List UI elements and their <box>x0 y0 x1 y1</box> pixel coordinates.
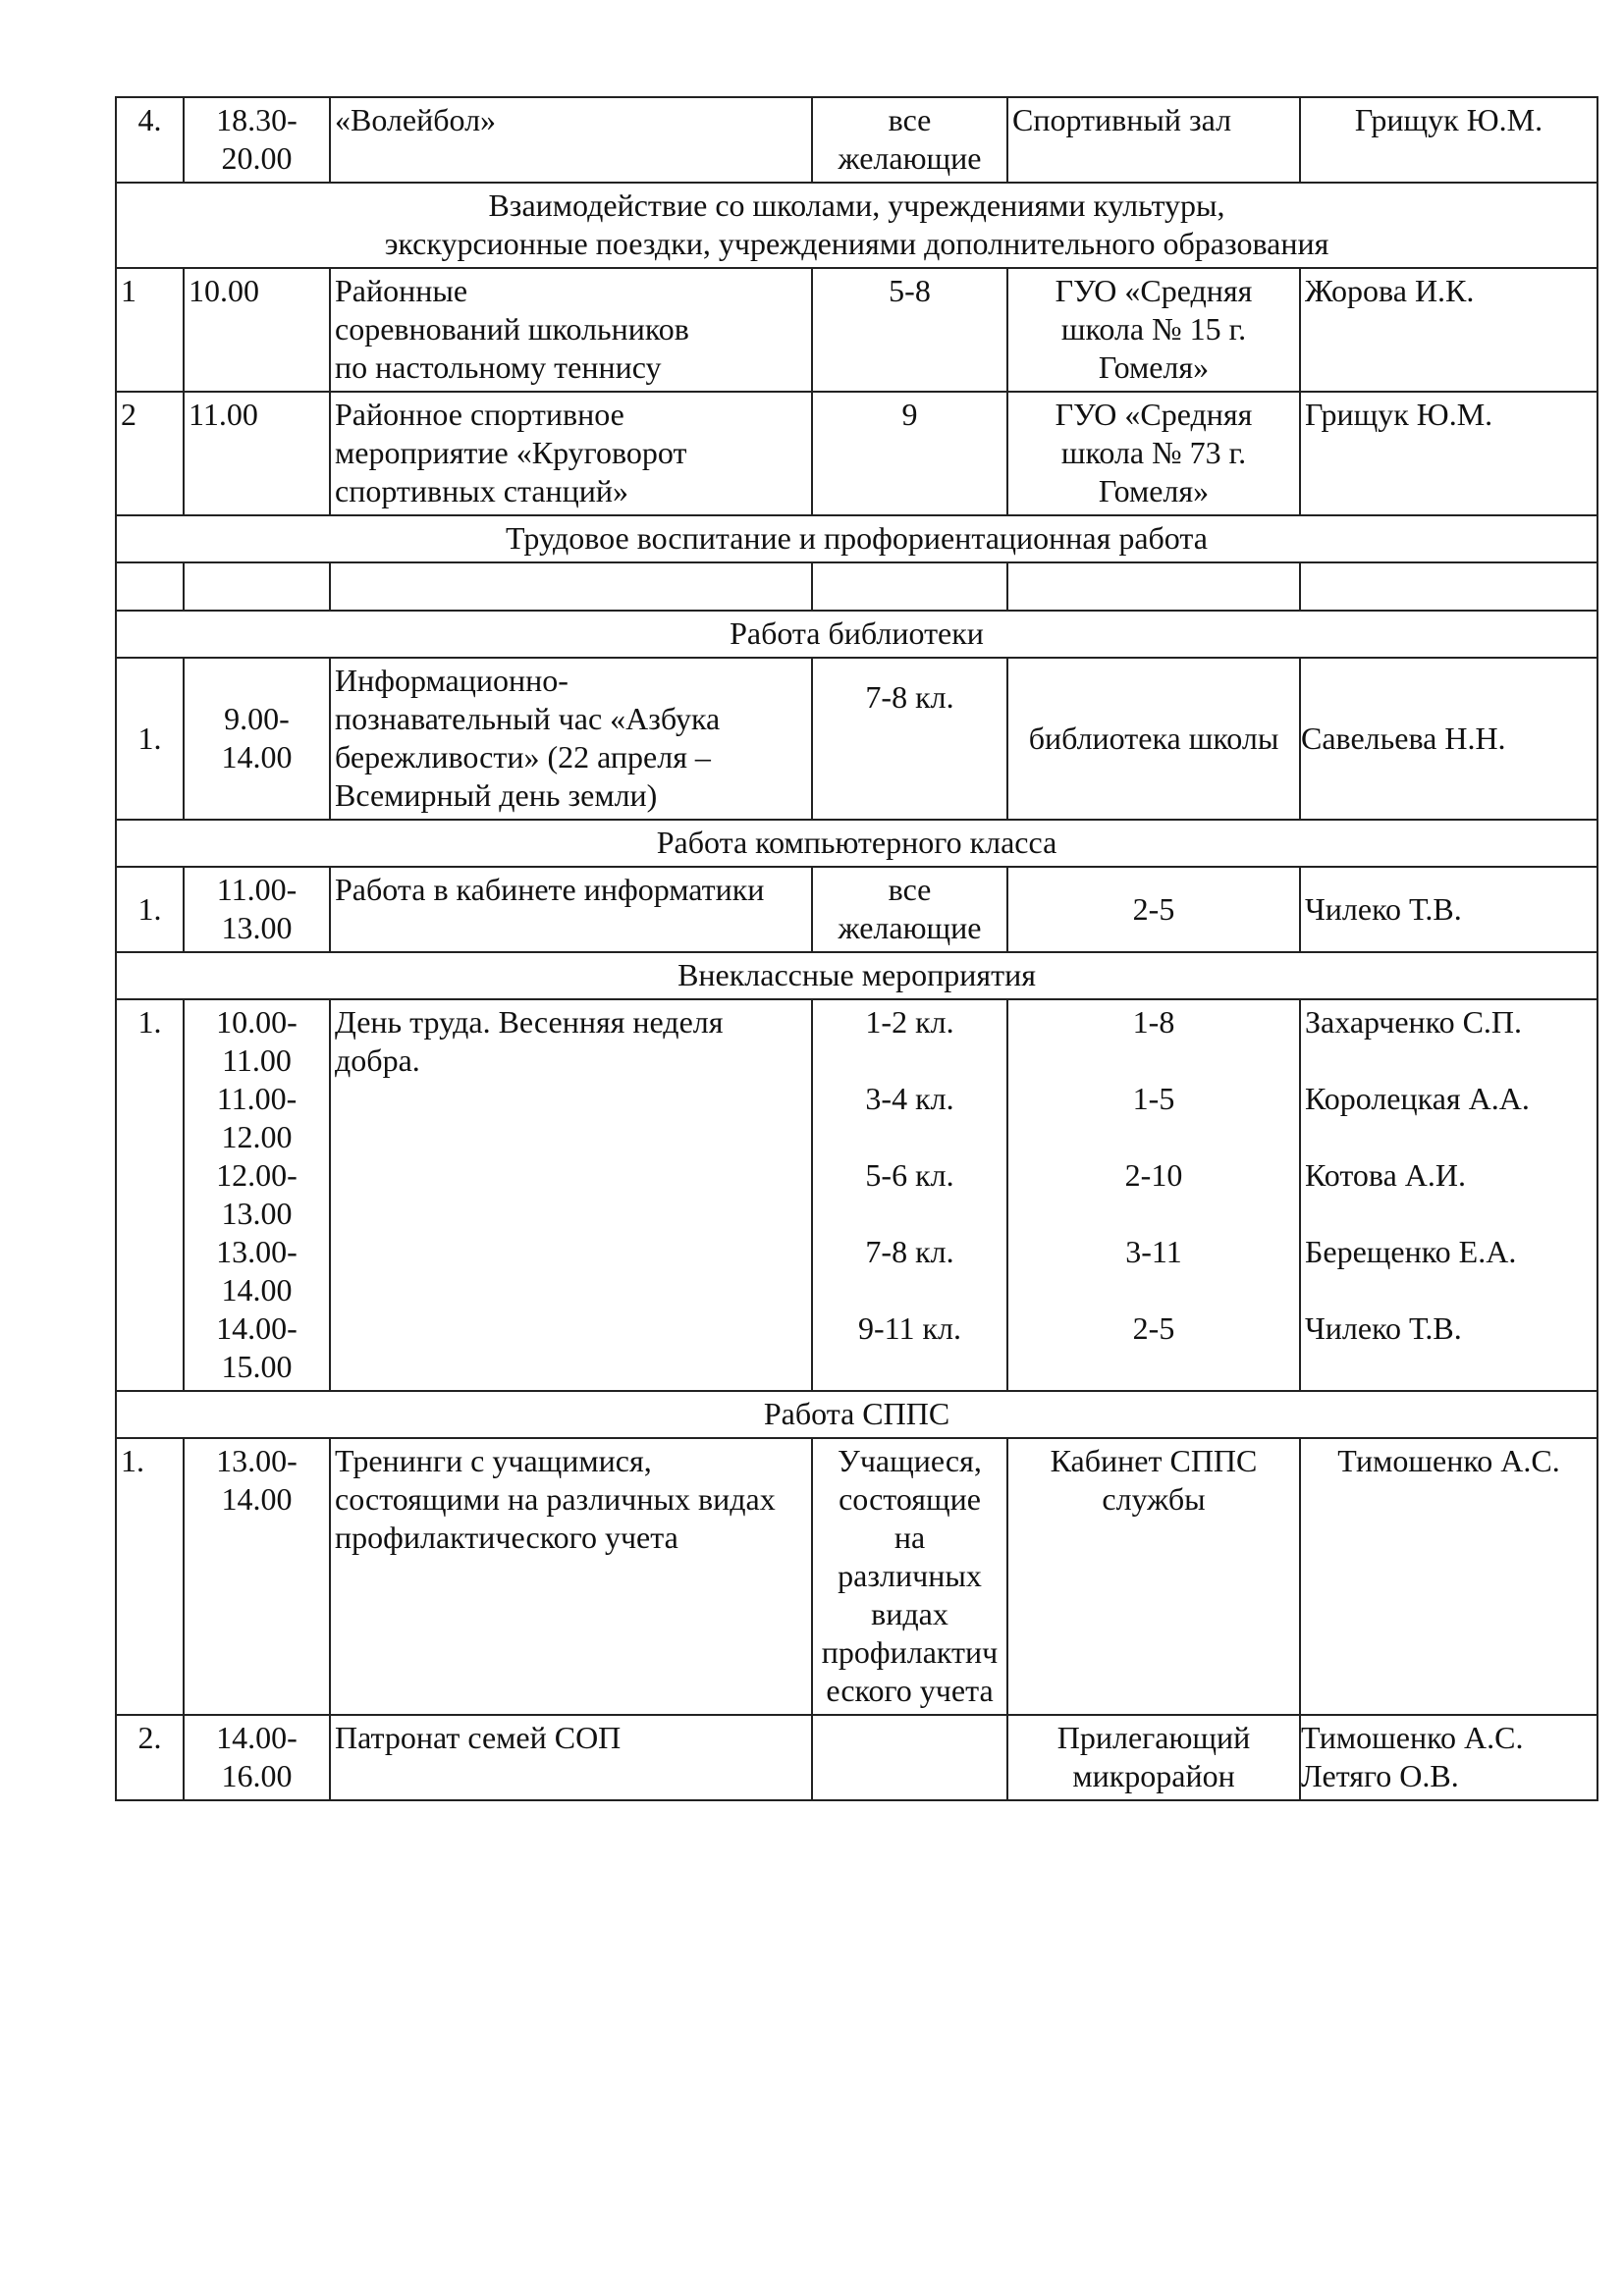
event-place: 2-5 <box>1007 867 1300 952</box>
section-title: Внеклассные мероприятия <box>116 952 1597 999</box>
schedule-table <box>115 96 1598 1801</box>
event-time: 11.00- 13.00 <box>184 867 330 952</box>
empty-cell <box>184 562 330 611</box>
event-time: 18.30- 20.00 <box>184 97 330 183</box>
event-place: ГУО «Средняя школа № 15 г. Гомеля» <box>1007 268 1300 392</box>
section-title: Работа библиотеки <box>116 611 1597 658</box>
responsible: Савельева Н.Н. <box>1300 658 1597 820</box>
event-time: 11.00 <box>184 392 330 515</box>
participants: 9 <box>812 392 1007 515</box>
table-row <box>116 999 1597 1391</box>
section-title: Работа компьютерного класса <box>116 820 1597 867</box>
table-row <box>116 1438 1597 1715</box>
empty-row <box>116 562 1597 611</box>
event-title: Работа в кабинете информатики <box>330 867 812 952</box>
participants: 7-8 кл. <box>812 658 1007 820</box>
event-place: библиотека школы <box>1007 658 1300 820</box>
event-place: Спортивный зал <box>1007 97 1300 183</box>
participants: 5-8 <box>812 268 1007 392</box>
section-header-row <box>116 515 1597 562</box>
table-row <box>116 268 1597 392</box>
responsible: Тимошенко А.С. Летяго О.В. <box>1300 1715 1597 1800</box>
responsible: Грищук Ю.М. <box>1300 97 1597 183</box>
participants: все желающие <box>812 97 1007 183</box>
event-title: «Волейбол» <box>330 97 812 183</box>
event-time: 13.00- 14.00 <box>184 1438 330 1715</box>
participants: Учащиеся, состоящие на различных видах профилактич еского учета <box>812 1438 1007 1715</box>
section-header-row <box>116 1391 1597 1438</box>
empty-cell <box>1300 562 1597 611</box>
responsible: Тимошенко А.С. <box>1300 1438 1597 1715</box>
event-title: Районные соревнований школьников по настольному теннису <box>330 268 812 392</box>
event-time: 10.00- 11.00 11.00- 12.00 12.00- 13.00 13.00- 14.00 14.00- 15.00 <box>184 999 330 1391</box>
event-title: Районное спортивное мероприятие «Круговорот спортивных станций» <box>330 392 812 515</box>
table-row <box>116 658 1597 820</box>
section-title: Трудовое воспитание и профориентационная работа <box>116 515 1597 562</box>
empty-cell <box>116 562 184 611</box>
section-title: Взаимодействие со школами, учреждениями культуры, экскурсионные поездки, учреждениями дополнительного образования <box>116 183 1597 268</box>
event-time: 14.00- 16.00 <box>184 1715 330 1800</box>
participants <box>812 1715 1007 1800</box>
participants: все желающие <box>812 867 1007 952</box>
row-number: 2. <box>116 1715 184 1800</box>
table-row <box>116 867 1597 952</box>
event-title: Тренинги с учащимися, состоящими на различных видах профилактического учета <box>330 1438 812 1715</box>
empty-cell <box>1007 562 1300 611</box>
row-number: 4. <box>116 97 184 183</box>
empty-cell <box>330 562 812 611</box>
row-number: 1. <box>116 1438 184 1715</box>
empty-cell <box>812 562 1007 611</box>
event-place: Кабинет СППС службы <box>1007 1438 1300 1715</box>
responsible: Грищук Ю.М. <box>1300 392 1597 515</box>
responsible: Жорова И.К. <box>1300 268 1597 392</box>
row-number: 2 <box>116 392 184 515</box>
table-row <box>116 392 1597 515</box>
event-place: 1-8 1-5 2-10 3-11 2-5 <box>1007 999 1300 1391</box>
responsible: Чилеко Т.В. <box>1300 867 1597 952</box>
row-number: 1. <box>116 999 184 1391</box>
event-time: 10.00 <box>184 268 330 392</box>
responsible: Захарченко С.П. Королецкая А.А. Котова А.И. Берещенко Е.А. Чилеко Т.В. <box>1300 999 1597 1391</box>
event-title: Информационно- познавательный час «Азбука бережливости» (22 апреля – Всемирный день земли) <box>330 658 812 820</box>
table-row <box>116 97 1597 183</box>
row-number: 1 <box>116 268 184 392</box>
section-header-row <box>116 820 1597 867</box>
section-header-row <box>116 952 1597 999</box>
event-place: Прилегающий микрорайон <box>1007 1715 1300 1800</box>
participants: 1-2 кл. 3-4 кл. 5-6 кл. 7-8 кл. 9-11 кл. <box>812 999 1007 1391</box>
section-header-row <box>116 611 1597 658</box>
section-title: Работа СППС <box>116 1391 1597 1438</box>
event-place: ГУО «Средняя школа № 73 г. Гомеля» <box>1007 392 1300 515</box>
section-header-row <box>116 183 1597 268</box>
row-number: 1. <box>116 867 184 952</box>
event-title: Патронат семей СОП <box>330 1715 812 1800</box>
table-row <box>116 1715 1597 1800</box>
event-time: 9.00- 14.00 <box>184 658 330 820</box>
row-number: 1. <box>116 658 184 820</box>
event-title: День труда. Весенняя неделя добра. <box>330 999 812 1391</box>
